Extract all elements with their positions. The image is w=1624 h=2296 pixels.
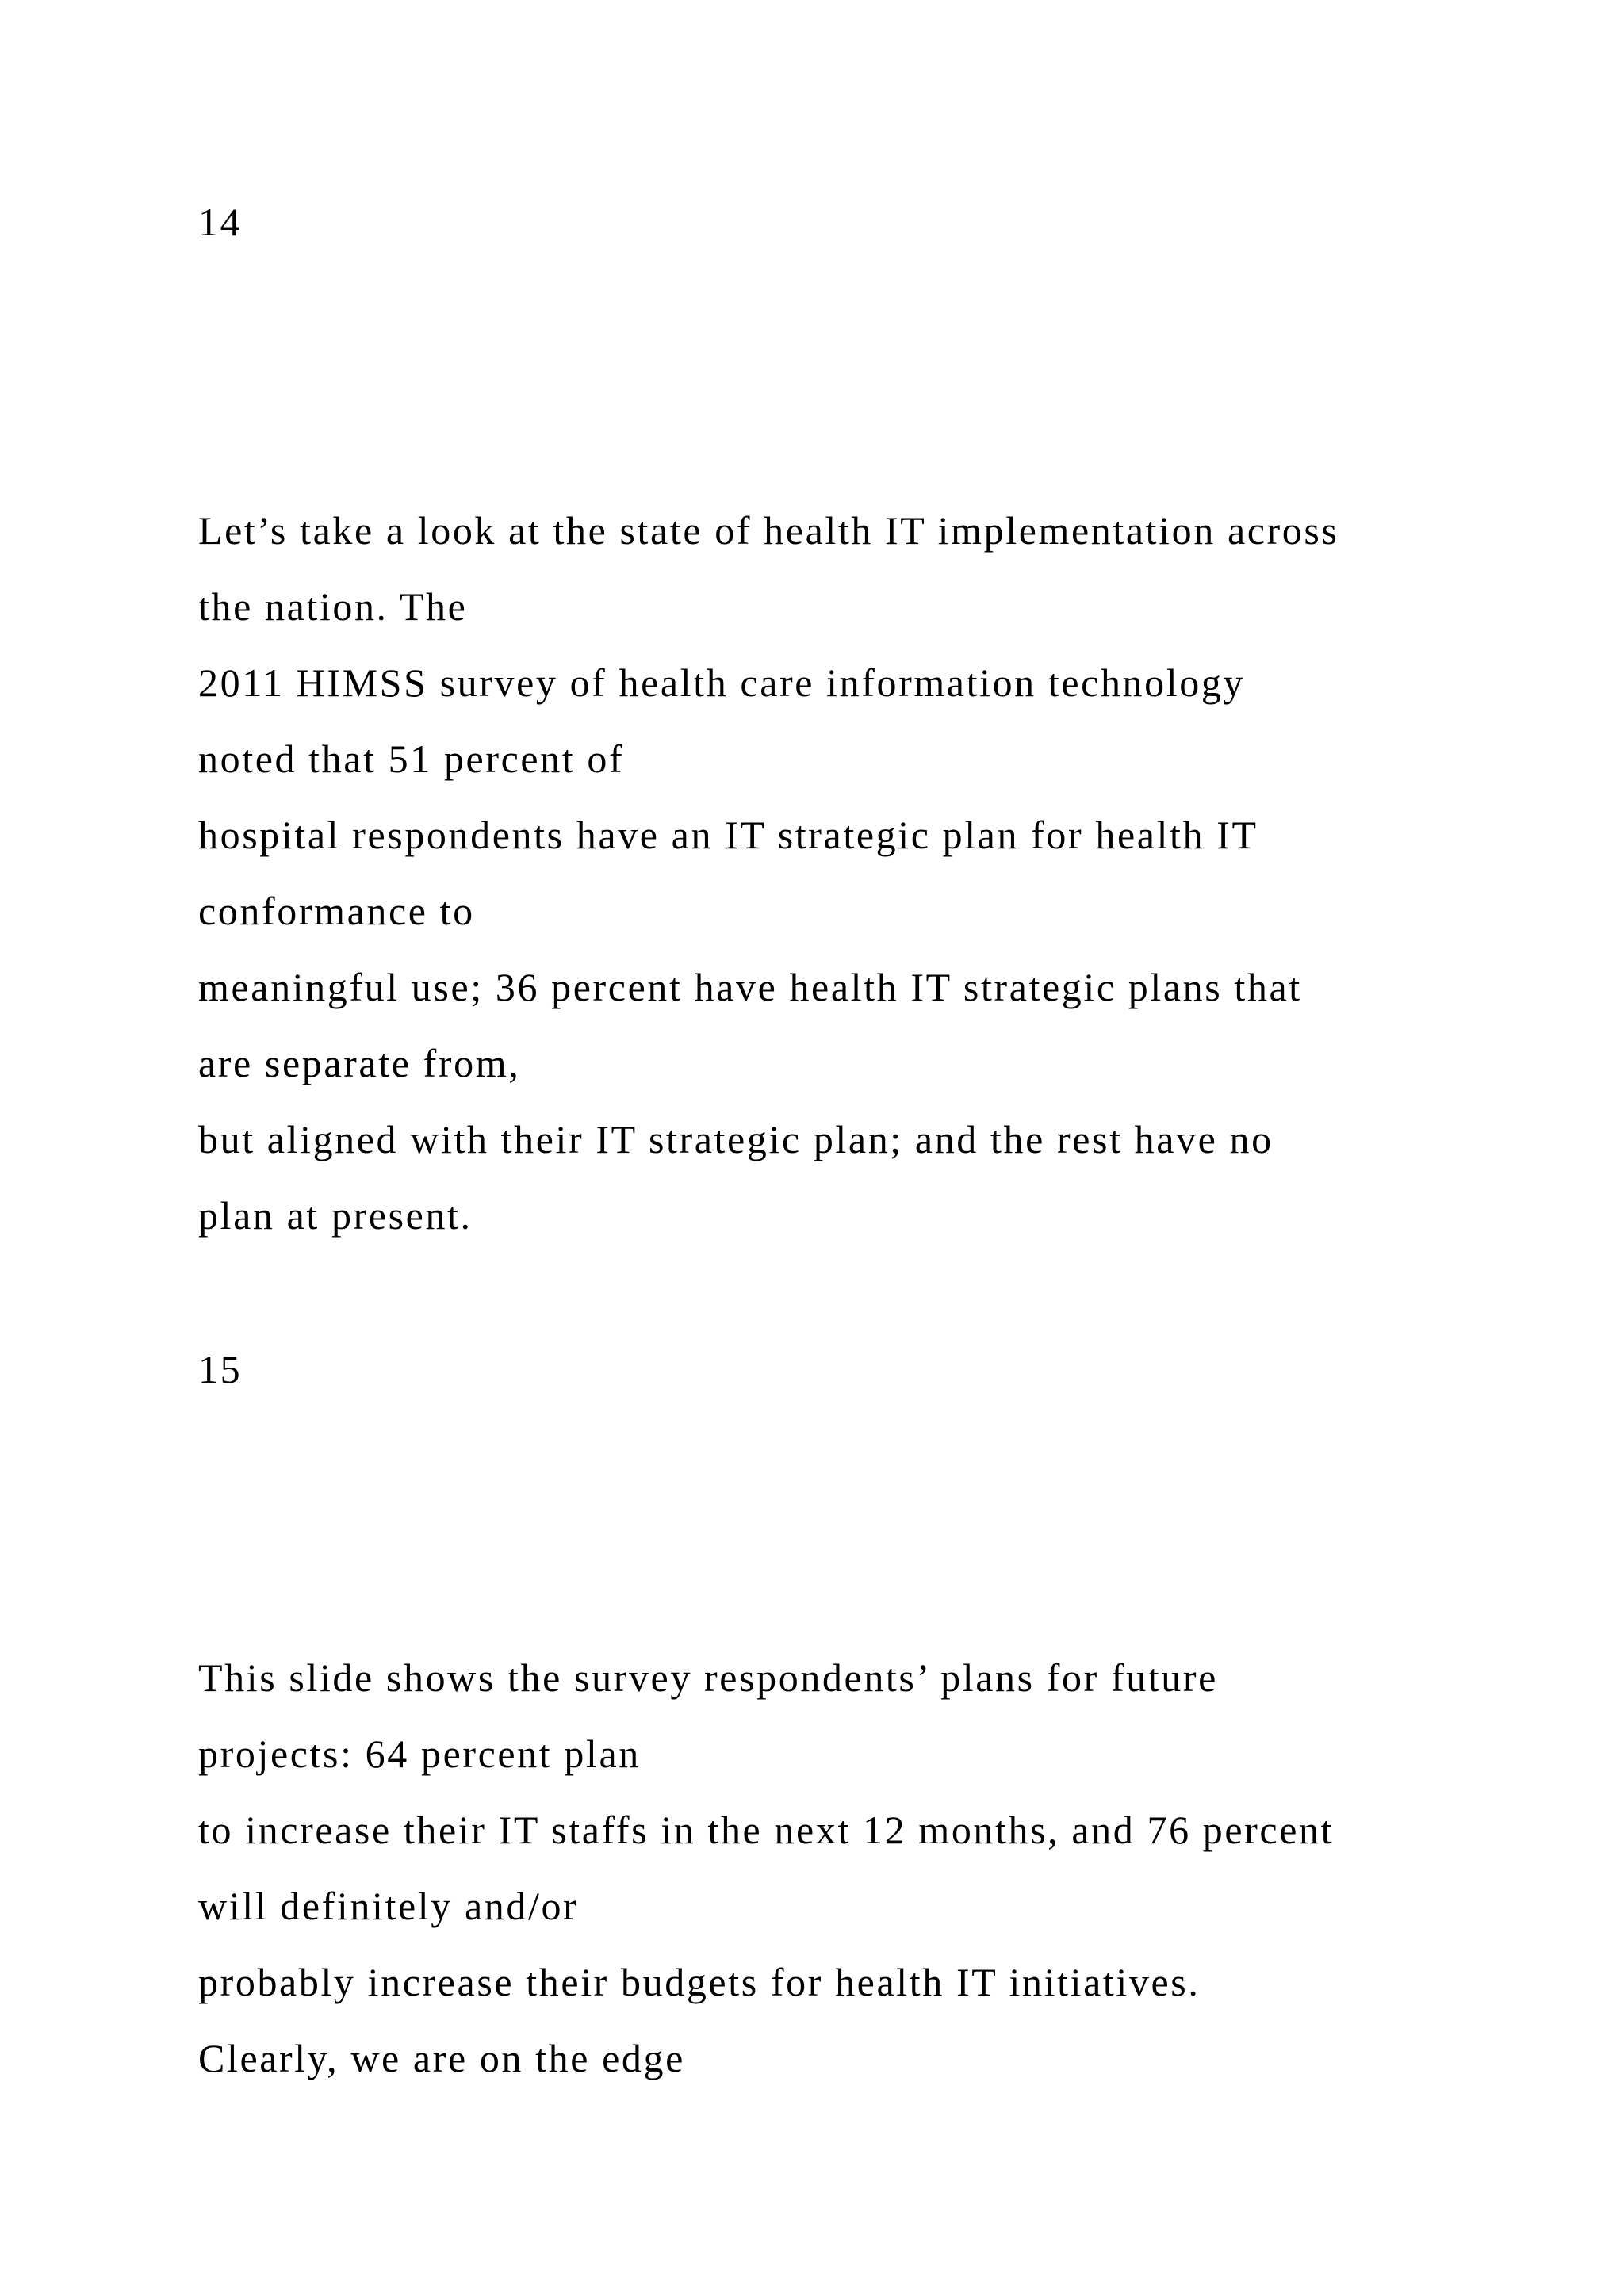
text-line: the nation. The xyxy=(198,584,468,629)
text-line: but aligned with their IT strategic plan; and the rest have no xyxy=(198,1117,1274,1161)
text-line: hospital respondents have an IT strategic plan for health IT xyxy=(198,813,1258,857)
text-line: are separate from, xyxy=(198,1041,521,1085)
text-line: 2011 HIMSS survey of health care information technology xyxy=(198,660,1246,705)
page-number: 15 xyxy=(198,1347,243,1391)
text-line: probably increase their budgets for health IT initiatives. xyxy=(198,1960,1201,2004)
text-line: will definitely and/or xyxy=(198,1884,579,1928)
page-number: 14 xyxy=(198,200,243,244)
text-line: projects: 64 percent plan xyxy=(198,1732,641,1776)
text-line: Let’s take a look at the state of health IT implementation across xyxy=(198,508,1339,553)
text-line: Clearly, we are on the edge xyxy=(198,2036,685,2080)
text-line: to increase their IT staffs in the next 12 months, and 76 percent xyxy=(198,1808,1335,1852)
text-line: conformance to xyxy=(198,889,475,933)
text-line: plan at present. xyxy=(198,1193,473,1238)
text-line: noted that 51 percent of xyxy=(198,737,625,781)
text-line: This slide shows the survey respondents’ plans for future xyxy=(198,1655,1218,1700)
text-line: meaningful use; 36 percent have health IT strategic plans that xyxy=(198,965,1302,1009)
